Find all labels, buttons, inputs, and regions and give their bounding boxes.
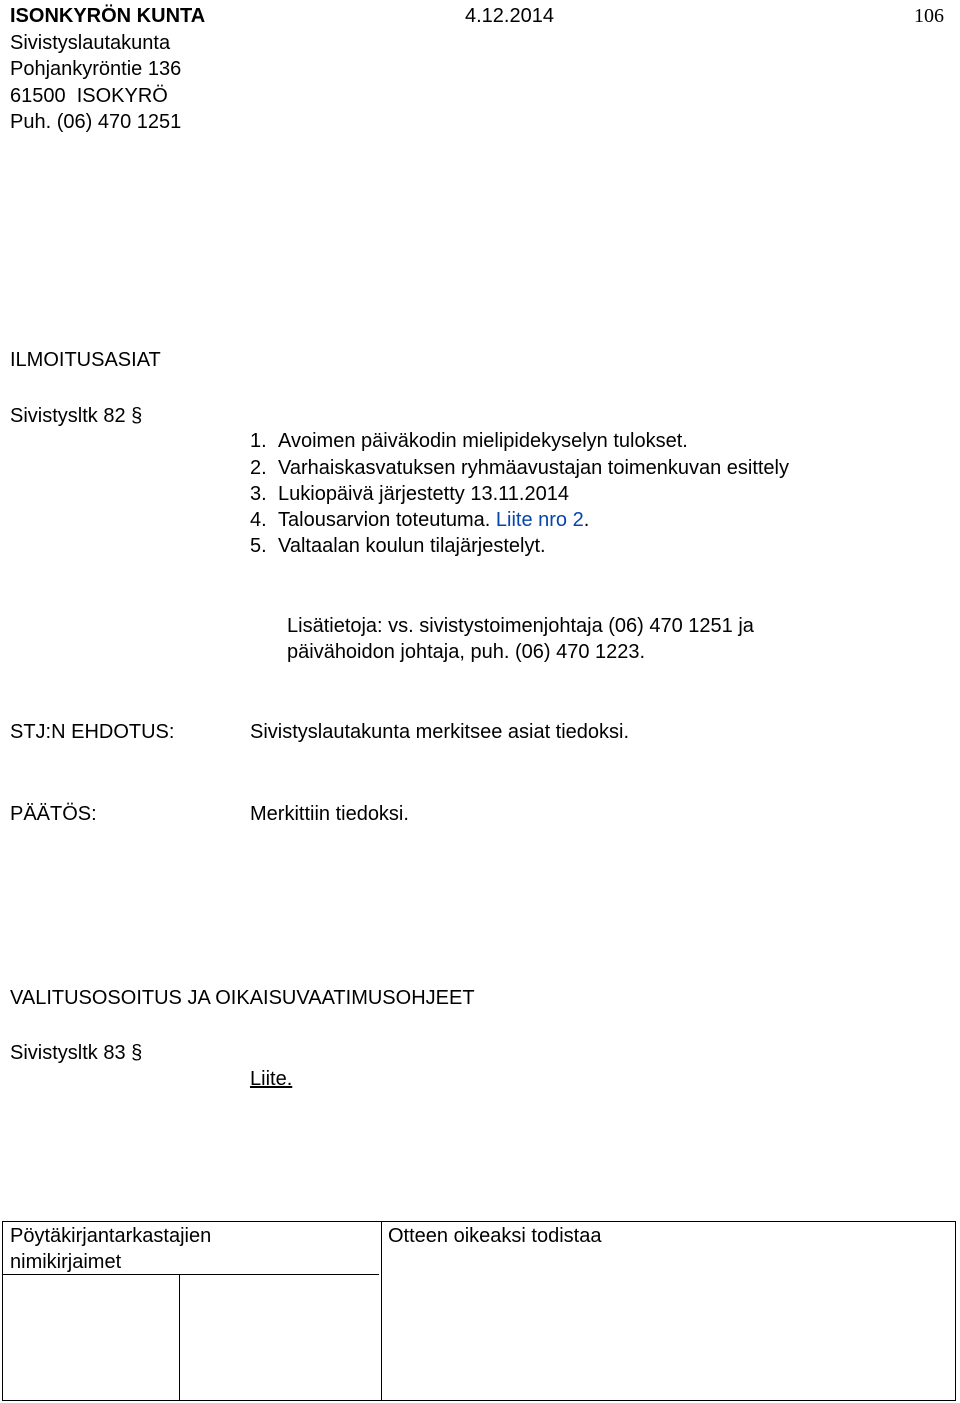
list-item-text: Lukiopäivä järjestetty 13.11.2014 — [278, 483, 569, 505]
document-date: 4.12.2014 — [465, 5, 554, 27]
info-line-2: päivähoidon johtaja, puh. (06) 470 1223. — [287, 641, 646, 663]
list-item — [250, 533, 546, 559]
list-item-number: 1. — [250, 430, 267, 452]
certified-copy-label: Otteen oikeaksi todistaa — [388, 1225, 602, 1247]
list-item — [250, 481, 569, 507]
section-symbol: § — [131, 1042, 143, 1064]
signature-divider-vertical — [381, 1222, 382, 1400]
inspectors-initials-label-line2: nimikirjaimet — [10, 1251, 122, 1273]
postal-address: 61500 ISOKYRÖ — [10, 85, 168, 107]
appeal-attachment-link[interactable]: Liite. — [250, 1068, 293, 1090]
municipality-name: ISONKYRÖN KUNTA — [10, 5, 206, 27]
proposal-label: STJ:N EHDOTUS: — [10, 721, 175, 743]
list-item-text: Varhaiskasvatuksen ryhmäavustajan toimenkuvan esittely — [278, 457, 789, 479]
list-item-number: 4. — [250, 509, 267, 531]
signature-divider-initials — [179, 1275, 180, 1400]
section-heading-notices: ILMOITUSASIAT — [10, 349, 161, 371]
page-number: 106 — [914, 5, 944, 27]
proposal-text: Sivistyslautakunta merkitsee asiat tiedoksi. — [250, 721, 630, 743]
phone-number: Puh. (06) 470 1251 — [10, 111, 182, 133]
decision-label: PÄÄTÖS: — [10, 803, 97, 825]
list-item — [250, 428, 688, 454]
list-item-text: Avoimen päiväkodin mielipidekyselyn tulokset. — [278, 430, 688, 452]
section-ref-83 — [10, 1040, 142, 1066]
inspectors-initials-label-line1: Pöytäkirjantarkastajien — [10, 1225, 212, 1247]
section-ref-82 — [10, 403, 142, 429]
decision-text: Merkittiin tiedoksi. — [250, 803, 409, 825]
list-item-suffix: . — [583, 509, 590, 531]
section-ref-label: Sivistysltk 83 — [10, 1042, 126, 1064]
signature-box — [2, 1221, 956, 1401]
list-item — [250, 455, 789, 481]
list-item-number: 2. — [250, 457, 267, 479]
section-ref-label: Sivistysltk 82 — [10, 405, 126, 427]
list-item-number: 5. — [250, 535, 267, 557]
street-address: Pohjankyröntie 136 — [10, 58, 182, 80]
board-name: Sivistyslautakunta — [10, 32, 171, 54]
list-item-number: 3. — [250, 483, 267, 505]
list-item-text: Talousarvion toteutuma. — [278, 509, 491, 531]
section-heading-appeal: VALITUSOSOITUS JA OIKAISUVAATIMUSOHJEET — [10, 987, 475, 1009]
attachment-link[interactable]: Liite nro 2 — [495, 509, 584, 531]
list-item — [250, 507, 589, 533]
info-line-1: Lisätietoja: vs. sivistystoimenjohtaja (06) 470 1251 ja — [287, 615, 754, 637]
section-symbol: § — [131, 405, 143, 427]
list-item-text: Valtaalan koulun tilajärjestelyt. — [278, 535, 546, 557]
